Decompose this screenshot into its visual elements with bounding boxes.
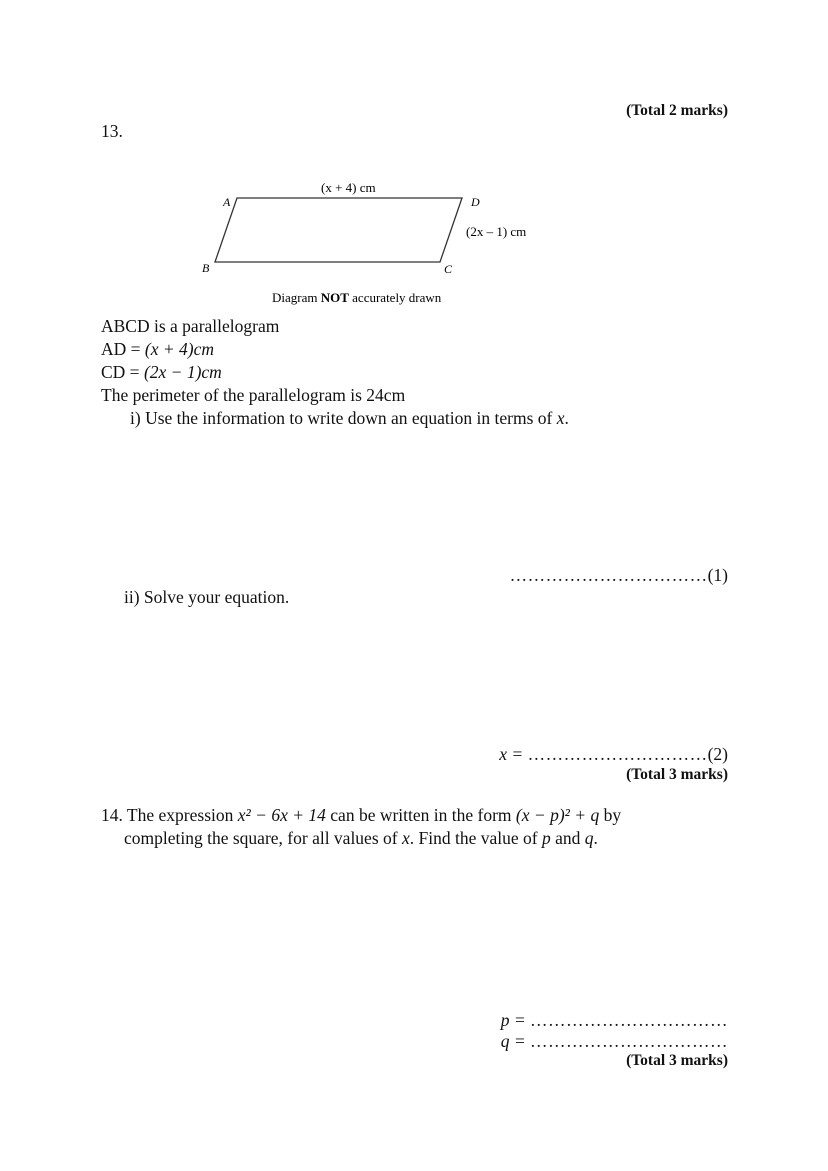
q13-statement-4: The perimeter of the parallelogram is 24cm: [101, 385, 406, 405]
previous-total-marks: (Total 2 marks): [626, 102, 728, 119]
diagram-caption: Diagram NOT accurately drawn: [272, 290, 442, 305]
q13-total-marks: (Total 3 marks): [626, 766, 728, 783]
q13-answer-i-line[interactable]: ……………………………(1): [509, 565, 728, 585]
q14-total-marks: (Total 3 marks): [626, 1052, 728, 1069]
vertex-label-a: A: [223, 195, 231, 209]
side-label-right: (2x – 1) cm: [466, 224, 527, 239]
q13-part-i: i) Use the information to write down an equation in terms of x.: [130, 408, 569, 428]
q14-answer-p-line[interactable]: p = ……………………………: [500, 1010, 728, 1030]
side-label-top: (x + 4) cm: [321, 180, 376, 195]
q14-answer-q-line[interactable]: q = ……………………………: [500, 1031, 728, 1051]
q14-statement-line-1: 14. The expression x² − 6x + 14 can be written in the form (x − p)² + q by: [101, 805, 622, 825]
q13-statement-1: ABCD is a parallelogram: [101, 316, 280, 336]
q13-answer-ii-line[interactable]: x = …………………………(2): [499, 744, 728, 764]
q13-statement-2: AD = (x + 4)cm: [101, 339, 215, 359]
vertex-label-b: B: [202, 261, 210, 275]
q13-statement-3: CD = (2x − 1)cm: [101, 362, 222, 382]
q14-statement-line-2: completing the square, for all values of x. Find the value of p and q.: [124, 828, 598, 848]
q13-part-ii: ii) Solve your equation.: [124, 587, 290, 607]
vertex-label-c: C: [444, 262, 453, 276]
vertex-label-d: D: [471, 195, 480, 209]
parallelogram-diagram: [190, 170, 550, 310]
parallelogram-shape: [215, 198, 462, 262]
question-13-number: 13.: [101, 121, 123, 141]
